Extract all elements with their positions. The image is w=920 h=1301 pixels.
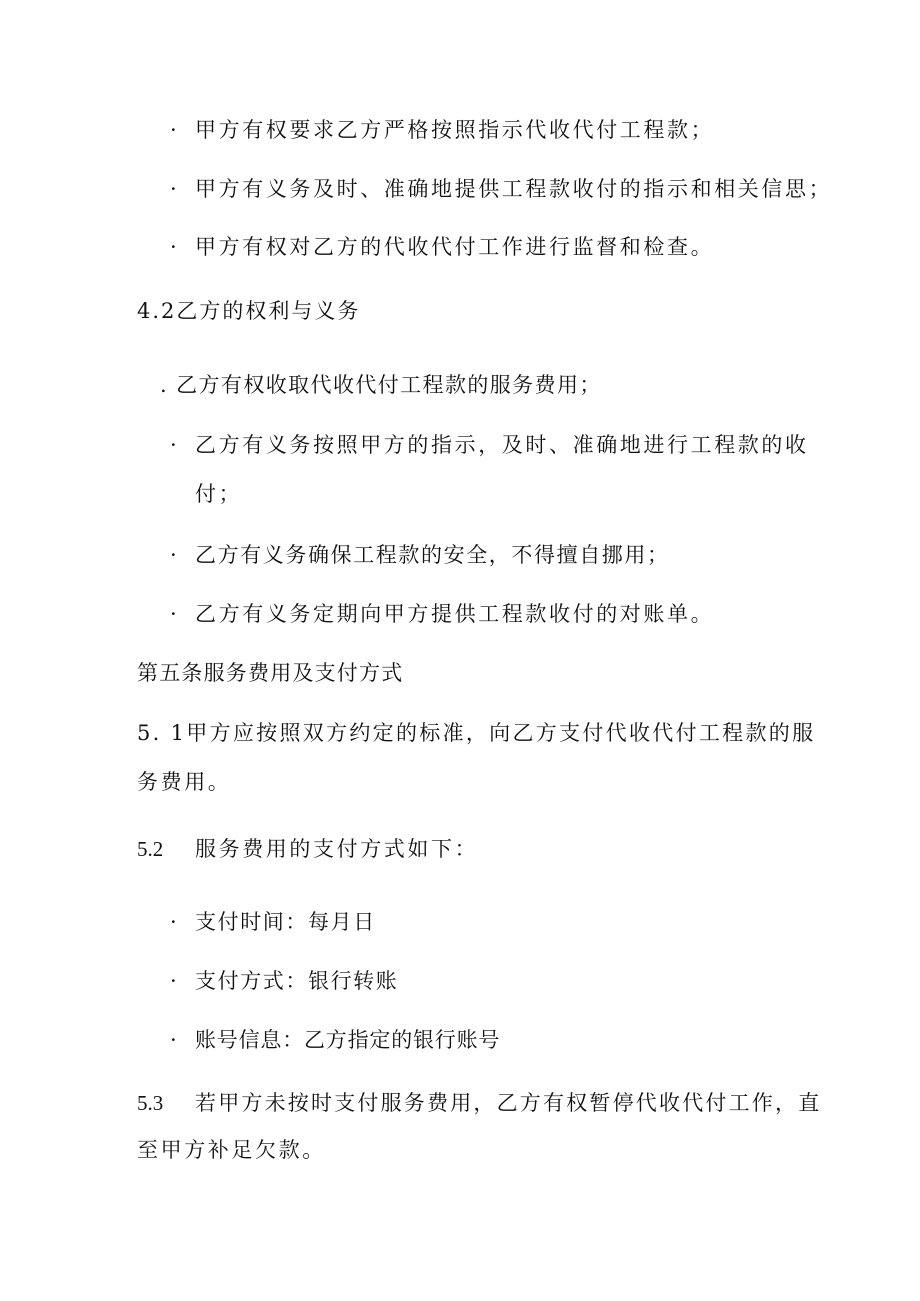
clause-number: 5.2: [137, 837, 164, 861]
clause-number: 5.3: [137, 1091, 164, 1115]
bullet-marker: ·: [170, 433, 177, 457]
bullet-marker: ·: [170, 177, 177, 201]
bullet-marker: ·: [170, 543, 177, 567]
list-item: 甲方有权对乙方的代收代付工作进行监督和检查。: [195, 235, 715, 259]
bullet-marker: ·: [170, 969, 177, 993]
bullet-marker: ·: [170, 118, 177, 142]
list-item: 甲方有义务及时、准确地提供工程款收付的指示和相关信思；: [195, 177, 833, 201]
bullet-marker: ·: [170, 602, 177, 626]
bullet-marker: ·: [170, 1028, 177, 1052]
paragraph-line: 5. 1甲方应按照双方约定的标准，向乙方支付代收代付工程款的服: [137, 721, 816, 745]
list-item-continuation: 付；: [195, 482, 243, 506]
list-item: 乙方有义务定期向甲方提供工程款收付的对账单。: [195, 602, 715, 626]
list-item: 支付时间：每月日: [195, 910, 376, 934]
bullet-marker: ·: [170, 235, 177, 259]
section-heading: 4.2乙方的权利与义务: [137, 299, 361, 323]
article-heading: 第五条服务费用及支付方式: [137, 661, 404, 685]
paragraph-line: 务费用。: [137, 770, 232, 794]
list-item: 账号信息：乙方指定的银行账号: [195, 1028, 501, 1052]
list-item: 支付方式：银行转账: [195, 969, 399, 993]
list-item: 乙方有义务按照甲方的指示，及时、准确地进行工程款的收: [195, 433, 809, 457]
paragraph-line: 若甲方未按时支付服务费用，乙方有权暂停代收代付工作，直: [195, 1091, 822, 1115]
list-item: 甲方有权要求乙方严格按照指示代收代付工程款；: [195, 118, 715, 142]
bullet-marker: ·: [170, 910, 177, 934]
list-item: . 乙方有权收取代收代付工程款的服务费用；: [160, 373, 602, 397]
paragraph-line: 服务费用的支付方式如下：: [195, 837, 479, 861]
list-item: 乙方有义务确保工程款的安全，不得擅自挪用；: [195, 543, 670, 567]
paragraph-line: 至甲方补足欠款。: [137, 1138, 326, 1162]
